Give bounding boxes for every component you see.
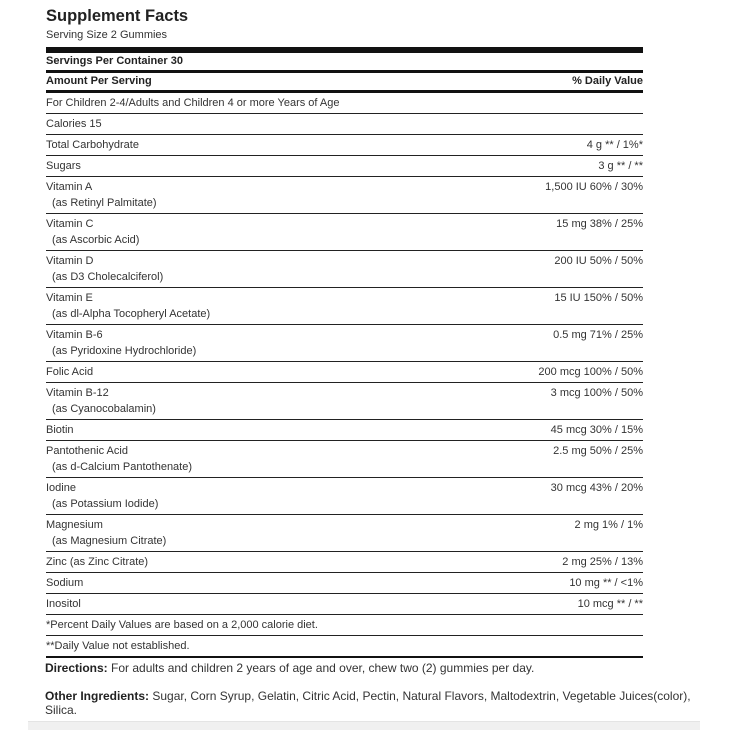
servings-per-container [46, 53, 643, 70]
nutrient-value: 15 IU 150% / 50% [554, 292, 643, 304]
footnote: **Daily Value not established. [46, 636, 643, 658]
nutrient-name: Sugars [46, 160, 81, 172]
nutrient-label [46, 97, 340, 110]
nutrient-source: (as Magnesium Citrate) [52, 535, 167, 547]
supplement-facts-panel [46, 7, 643, 658]
nutrient-row [46, 325, 643, 362]
nutrient-name: Inositol [46, 598, 81, 610]
directions-text: For adults and children 2 years of age and over, chew two (2) gummies per day. [107, 661, 535, 675]
servings-per-container-text: Servings Per Container 30 [46, 55, 183, 67]
nutrient-value: 2 mg 1% / 1% [574, 519, 643, 531]
nutrient-name: Vitamin A [46, 181, 93, 193]
nutrient-label [46, 366, 93, 379]
nutrient-label [46, 424, 74, 437]
nutrient-label [46, 329, 196, 358]
ingredients-label: Other Ingredients: [45, 689, 150, 703]
nutrient-name: Sodium [46, 577, 84, 589]
nutrient-row [46, 93, 643, 114]
nutrient-label [46, 598, 81, 611]
panel-title: Supplement Facts [46, 7, 189, 25]
nutrient-value: 10 mcg ** / ** [577, 598, 643, 610]
directions-label: Directions: [45, 661, 108, 675]
nutrient-value: 15 mg 38% / 25% [556, 218, 643, 230]
nutrient-row [46, 362, 643, 383]
amount-per-serving-header: Amount Per Serving [46, 75, 152, 87]
footnote: *Percent Daily Values are based on a 2,000 calorie diet. [46, 615, 643, 636]
nutrient-row [46, 251, 643, 288]
nutrient-label [46, 445, 192, 474]
nutrient-row [46, 135, 643, 156]
footnotes [46, 615, 643, 658]
nutrient-name: Total Carbohydrate [46, 139, 139, 151]
nutrient-label [46, 160, 81, 173]
nutrient-label [46, 556, 148, 569]
nutrient-value: 200 IU 50% / 50% [554, 255, 643, 267]
nutrient-value: 4 g ** / 1%* [586, 139, 643, 151]
nutrient-value: 200 mcg 100% / 50% [538, 366, 643, 378]
nutrient-label [46, 519, 166, 548]
nutrient-source: (as dl-Alpha Tocopheryl Acetate) [52, 308, 211, 320]
nutrient-label [46, 292, 210, 321]
nutrient-value: 10 mg ** / <1% [569, 577, 643, 589]
nutrient-name: Biotin [46, 424, 74, 436]
serving-size: Serving Size 2 Gummies [46, 29, 168, 41]
nutrient-label [46, 181, 157, 210]
nutrient-row [46, 114, 643, 135]
other-ingredients [45, 689, 705, 717]
nutrient-source: (as Retinyl Palmitate) [52, 197, 157, 209]
nutrient-value: 45 mcg 30% / 15% [550, 424, 643, 436]
nutrient-label [46, 255, 163, 284]
nutrient-name: Vitamin B-12 [46, 387, 109, 399]
nutrient-name: Iodine [46, 482, 76, 494]
nutrient-label [46, 218, 139, 247]
nutrient-name: Folic Acid [46, 366, 94, 378]
nutrient-value: 1,500 IU 60% / 30% [545, 181, 643, 193]
nutrient-row [46, 420, 643, 441]
nutrient-value: 3 mcg 100% / 50% [550, 387, 643, 399]
nutrient-row [46, 478, 643, 515]
nutrient-row [46, 156, 643, 177]
nutrient-row [46, 288, 643, 325]
nutrient-source: (as D3 Cholecalciferol) [52, 271, 164, 283]
ingredients-text: Sugar, Corn Syrup, Gelatin, Citric Acid, Pectin, Natural Flavors, Maltodextrin, Vegetable Juices(color), Silica. [45, 689, 691, 717]
nutrient-source: (as Ascorbic Acid) [52, 234, 140, 246]
nutrient-name: Magnesium [46, 519, 103, 531]
nutrient-source: (as Potassium Iodide) [52, 498, 159, 510]
nutrient-name: For Children 2-4/Adults and Children 4 or more Years of Age [46, 97, 340, 109]
nutrient-row [46, 214, 643, 251]
nutrient-row [46, 573, 643, 594]
nutrient-row [46, 177, 643, 214]
nutrient-name: Vitamin C [46, 218, 94, 230]
nutrient-label [46, 577, 83, 590]
nutrient-name: Zinc (as Zinc Citrate) [46, 556, 149, 568]
amount-header-row [46, 73, 643, 90]
nutrient-value: 30 mcg 43% / 20% [550, 482, 643, 494]
nutrient-row [46, 515, 643, 552]
nutrient-row [46, 594, 643, 615]
nutrient-label [46, 387, 156, 416]
nutrient-row [46, 383, 643, 420]
nutrient-row [46, 441, 643, 478]
nutrient-row [46, 552, 643, 573]
nutrient-name: Vitamin B-6 [46, 329, 103, 341]
nutrient-value: 0.5 mg 71% / 25% [553, 329, 643, 341]
nutrient-source: (as d-Calcium Pantothenate) [52, 461, 193, 473]
directions [45, 661, 705, 675]
nutrient-source: (as Pyridoxine Hydrochloride) [52, 345, 197, 357]
nutrient-source: (as Cyanocobalamin) [52, 403, 156, 415]
nutrient-name: Vitamin D [46, 255, 94, 267]
nutrient-label [46, 118, 102, 131]
daily-value-header: % Daily Value [572, 75, 643, 87]
nutrient-label [46, 139, 139, 152]
nutrient-name: Pantothenic Acid [46, 445, 128, 457]
nutrient-value: 2 mg 25% / 13% [562, 556, 643, 568]
nutrient-name: Vitamin E [46, 292, 93, 304]
nutrient-name: Calories 15 [46, 118, 102, 130]
nutrient-value: 3 g ** / ** [598, 160, 643, 172]
nutrient-label [46, 482, 158, 511]
nutrient-rows [46, 93, 643, 615]
nutrient-value: 2.5 mg 50% / 25% [553, 445, 643, 457]
